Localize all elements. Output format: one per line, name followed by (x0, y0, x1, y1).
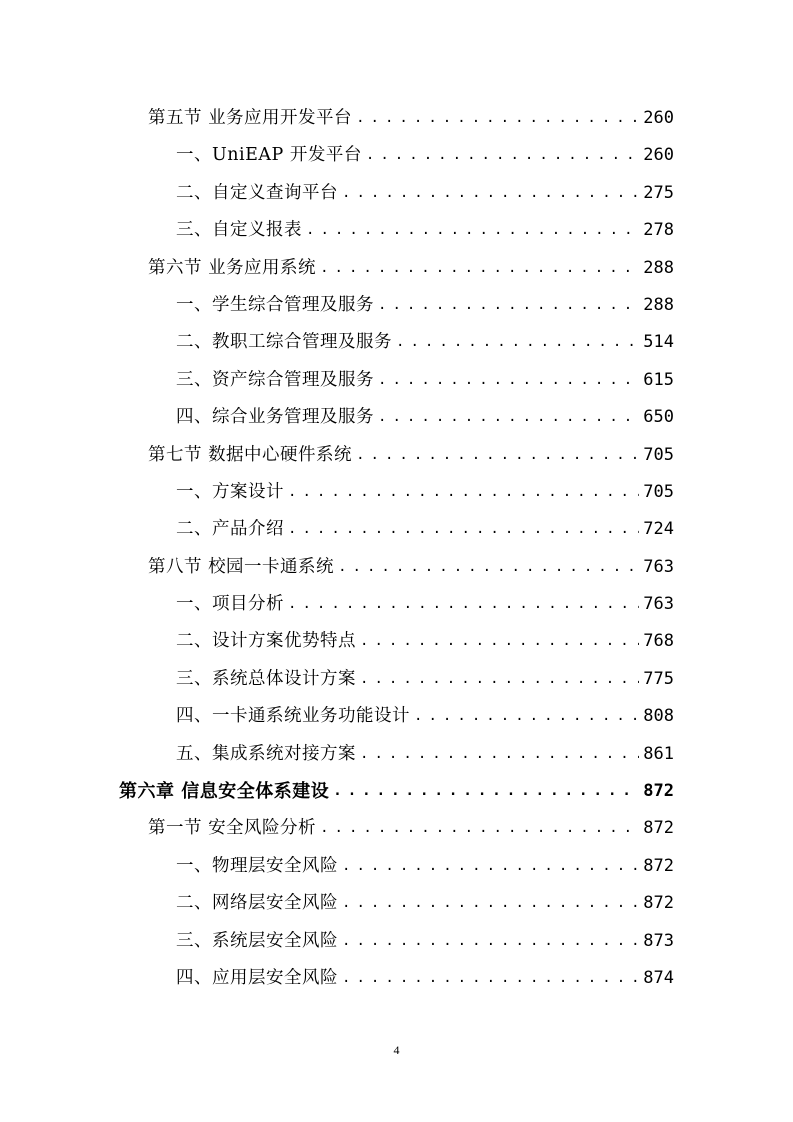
toc-entry-page: 872 (643, 818, 674, 839)
toc-entry-page: 872 (643, 781, 674, 802)
toc-entry-title: 第五节 业务应用开发平台 (148, 108, 353, 128)
toc-entry[interactable] (0, 362, 793, 399)
toc-entry-page: 872 (643, 893, 674, 914)
toc-dot-leader (333, 773, 639, 810)
toc-entry-page: 288 (643, 257, 674, 278)
toc-entry-title: 二、网络层安全风险 (176, 893, 338, 914)
table-of-contents (0, 100, 793, 997)
toc-dot-leader (360, 661, 639, 698)
toc-entry-title: 一、UniEAP 开发平台 (176, 145, 362, 166)
toc-dot-leader (356, 437, 639, 474)
page-number: 4 (393, 1043, 400, 1057)
toc-entry-page: 514 (643, 332, 674, 353)
toc-entry-title: 一、物理层安全风险 (176, 855, 338, 876)
toc-entry-page: 874 (643, 967, 674, 988)
toc-entry-title: 一、方案设计 (176, 481, 284, 502)
toc-entry-page: 763 (643, 594, 674, 615)
toc-entry[interactable] (0, 212, 793, 249)
toc-entry-title: 三、自定义报表 (176, 220, 302, 241)
toc-entry[interactable] (0, 623, 793, 660)
toc-entry-title: 二、教职工综合管理及服务 (176, 332, 392, 353)
toc-entry-page: 861 (643, 743, 674, 764)
toc-entry-page: 705 (643, 444, 674, 465)
toc-dot-leader (356, 100, 639, 137)
toc-entry[interactable] (0, 736, 793, 773)
toc-entry-title: 一、项目分析 (176, 594, 284, 615)
toc-entry-title: 二、自定义查询平台 (176, 182, 338, 203)
toc-entry-page: 260 (643, 108, 674, 128)
toc-entry[interactable] (0, 399, 793, 436)
toc-entry-page: 275 (643, 182, 674, 203)
toc-entry-page: 650 (643, 407, 674, 428)
toc-entry-title: 四、应用层安全风险 (176, 967, 338, 988)
toc-entry[interactable] (0, 287, 793, 324)
toc-entry[interactable] (0, 437, 793, 474)
toc-entry-page: 768 (643, 631, 674, 652)
toc-entry[interactable] (0, 586, 793, 623)
toc-entry-title: 二、产品介绍 (176, 519, 284, 540)
toc-entry[interactable] (0, 885, 793, 922)
toc-entry-title: 五、集成系统对接方案 (176, 743, 356, 764)
toc-entry-page: 288 (643, 294, 674, 315)
toc-entry[interactable] (0, 661, 793, 698)
toc-dot-leader (360, 623, 639, 660)
toc-entry[interactable] (0, 810, 793, 847)
toc-dot-leader (342, 885, 639, 922)
toc-entry[interactable] (0, 511, 793, 548)
toc-dot-leader (378, 399, 639, 436)
toc-entry[interactable] (0, 100, 793, 137)
toc-dot-leader (320, 250, 639, 287)
toc-entry-page: 260 (643, 145, 674, 166)
toc-entry-title: 三、系统总体设计方案 (176, 668, 356, 689)
toc-entry-title: 第六节 业务应用系统 (148, 257, 317, 278)
toc-entry-page: 705 (643, 481, 674, 502)
toc-dot-leader (342, 923, 639, 960)
toc-entry-page: 808 (643, 706, 674, 727)
toc-entry[interactable] (0, 698, 793, 735)
toc-entry-title: 一、学生综合管理及服务 (176, 294, 374, 315)
toc-dot-leader (342, 175, 639, 212)
toc-entry[interactable] (0, 137, 793, 174)
toc-entry-title: 第一节 安全风险分析 (148, 818, 317, 839)
toc-dot-leader (320, 810, 639, 847)
toc-dot-leader (378, 362, 639, 399)
toc-dot-leader (366, 137, 639, 174)
toc-entry-title: 第八节 校园一卡通系统 (148, 556, 335, 577)
toc-entry-title: 第七节 数据中心硬件系统 (148, 444, 353, 465)
toc-entry-title: 三、资产综合管理及服务 (176, 369, 374, 390)
toc-entry[interactable] (0, 923, 793, 960)
toc-entry-title: 三、系统层安全风险 (176, 930, 338, 951)
toc-entry-title: 四、一卡通系统业务功能设计 (176, 706, 410, 727)
toc-entry-page: 872 (643, 855, 674, 876)
toc-dot-leader (360, 736, 639, 773)
toc-entry-title: 第六章 信息安全体系建设 (119, 781, 330, 803)
toc-dot-leader (342, 960, 639, 997)
toc-entry[interactable] (0, 175, 793, 212)
toc-dot-leader (288, 474, 639, 511)
toc-entry[interactable] (0, 474, 793, 511)
toc-entry-page: 724 (643, 519, 674, 540)
toc-entry[interactable] (0, 773, 793, 810)
toc-entry[interactable] (0, 848, 793, 885)
toc-entry-page: 775 (643, 668, 674, 689)
toc-entry[interactable] (0, 960, 793, 997)
toc-entry[interactable] (0, 549, 793, 586)
toc-dot-leader (338, 549, 639, 586)
toc-entry-page: 873 (643, 930, 674, 951)
toc-dot-leader (288, 511, 639, 548)
toc-dot-leader (306, 212, 639, 249)
toc-entry-page: 615 (643, 369, 674, 390)
toc-entry-page: 278 (643, 220, 674, 241)
toc-dot-leader (414, 698, 639, 735)
toc-dot-leader (378, 287, 639, 324)
toc-dot-leader (342, 848, 639, 885)
toc-dot-leader (396, 324, 639, 361)
toc-entry-title: 四、综合业务管理及服务 (176, 407, 374, 428)
toc-dot-leader (288, 586, 639, 623)
toc-entry[interactable] (0, 324, 793, 361)
toc-entry[interactable] (0, 250, 793, 287)
toc-entry-page: 763 (643, 556, 674, 577)
toc-entry-title: 二、设计方案优势特点 (176, 631, 356, 652)
